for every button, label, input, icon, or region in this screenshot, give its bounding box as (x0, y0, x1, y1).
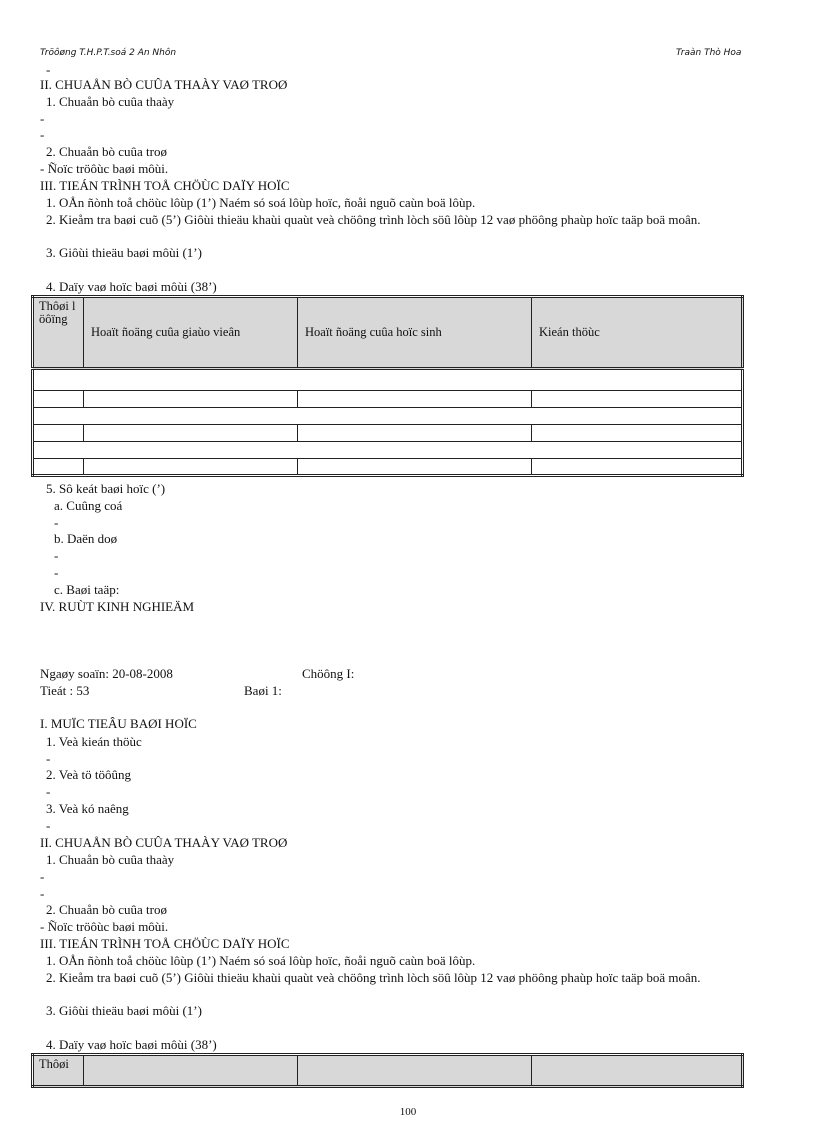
table-header-cell: Thôøi löôïng (33, 297, 84, 369)
teacher-name: Traàn Thò Hoa (676, 48, 742, 58)
table-cell (33, 425, 84, 442)
step-item: 3. Giôùi thieäu baøi môùi (1’) (46, 245, 202, 260)
step-item: 2. Kieåm tra baøi cuõ (5’) Giôùi thieäu khaùi quaùt veà chöông trình lòch söû lôùp 12 vaø phöông phaùp hoïc taäp boä moân. (46, 212, 701, 227)
table-cell (298, 425, 532, 442)
read-lesson-note: - Ñoïc tröôùc baøi môùi. (40, 161, 169, 176)
section-heading: II. CHUAÅN BÒ CUÛA THAÀY VAØ TROØ (40, 835, 288, 850)
dash-line: - (54, 565, 59, 580)
student-prep-item: 2. Chuaån bò cuûa troø (46, 902, 167, 917)
dash-line: - (40, 869, 45, 884)
lesson-table (31, 295, 744, 477)
school-name: Tröôøng T.H.P.T.soá 2 An Nhôn (40, 48, 177, 58)
table-row (33, 442, 743, 459)
dash-line: - (40, 111, 45, 126)
step-item: 5. Sô keát baøi hoïc (’) (46, 481, 166, 496)
table-cell (84, 391, 298, 408)
table-row (33, 369, 743, 391)
dash-line: - (46, 751, 51, 766)
dash-line: - (46, 62, 51, 77)
date-label: Ngaøy soaïn: 20-08-2008 (40, 666, 173, 681)
table-header-cell: Thôøi (33, 1055, 84, 1087)
table-cell (33, 459, 84, 476)
table-header-cell: Hoaït ñoäng cuûa hoïc sinh (298, 1055, 532, 1087)
table-header-cell: Kieán thöùc (532, 297, 743, 369)
dash-line: - (40, 886, 45, 901)
table-cell (532, 391, 743, 408)
table-cell (298, 391, 532, 408)
step-item: 2. Kieåm tra baøi cuõ (5’) Giôùi thieäu khaùi quaùt veà chöông trình lòch söû lôùp 12 vaø phöông phaùp hoïc taäp boä moân. (46, 970, 701, 985)
table-header-cell: Hoaït ñoäng cuûa giaùo vieân (84, 1055, 298, 1087)
table-header-cell: Kieán thöùc (532, 1055, 743, 1087)
table-row (33, 408, 743, 425)
sub-item: a. Cuûng coá (54, 498, 123, 513)
table-cell (298, 459, 532, 476)
teacher-prep-item: 1. Chuaån bò cuûa thaày (46, 94, 175, 109)
sub-item: c. Baøi taäp: (54, 582, 120, 597)
student-prep-item: 2. Chuaån bò cuûa troø (46, 144, 167, 159)
objective-item: 2. Veà tö töôûng (46, 767, 131, 782)
dash-line: - (46, 818, 51, 833)
table-cell (532, 459, 743, 476)
table-header-cell: Hoaït ñoäng cuûa hoïc sinh (298, 297, 532, 369)
objective-item: 1. Veà kieán thöùc (46, 734, 142, 749)
dash-line: - (46, 784, 51, 799)
table-cell (532, 425, 743, 442)
dash-line: - (54, 548, 59, 563)
period-label: Tieát : 53 (40, 683, 90, 698)
page-number: 100 (399, 1106, 417, 1118)
section-heading: II. CHUAÅN BÒ CUÛA THAÀY VAØ TROØ (40, 77, 288, 92)
table-cell (84, 425, 298, 442)
step-item: 1. OÅn ñònh toå chöùc lôùp (1’) Naém só soá lôùp hoïc, ñoåi nguõ caùn boä lôùp. (46, 195, 476, 210)
step-item: 1. OÅn ñònh toå chöùc lôùp (1’) Naém só soá lôùp hoïc, ñoåi nguõ caùn boä lôùp. (46, 953, 476, 968)
section-heading: III. TIEÁN TRÌNH TOÅ CHÖÙC DAÏY HOÏC (40, 936, 290, 951)
section-heading: I. MUÏC TIEÂU BAØI HOÏC (40, 716, 197, 731)
dash-line: - (40, 127, 45, 142)
sub-item: b. Daën doø (54, 531, 118, 546)
objective-item: 3. Veà kó naêng (46, 801, 129, 816)
dash-line: - (54, 515, 59, 530)
lesson-label: Baøi 1: (244, 683, 282, 698)
read-lesson-note: - Ñoïc tröôùc baøi môùi. (40, 919, 169, 934)
section-heading: IV. RUÙT KINH NGHIEÄM (40, 599, 195, 614)
table-cell (33, 391, 84, 408)
table-header-cell: Hoaït ñoäng cuûa giaùo vieân (84, 297, 298, 369)
step-item: 3. Giôùi thieäu baøi môùi (1’) (46, 1003, 202, 1018)
chapter-label: Chöông I: (302, 666, 355, 681)
table-cell (84, 459, 298, 476)
step-item: 4. Daïy vaø hoïc baøi môùi (38’) (46, 279, 217, 294)
section-heading: III. TIEÁN TRÌNH TOÅ CHÖÙC DAÏY HOÏC (40, 178, 290, 193)
step-item: 4. Daïy vaø hoïc baøi môùi (38’) (46, 1037, 217, 1052)
teacher-prep-item: 1. Chuaån bò cuûa thaày (46, 852, 175, 867)
lesson-table-partial (31, 1053, 744, 1088)
